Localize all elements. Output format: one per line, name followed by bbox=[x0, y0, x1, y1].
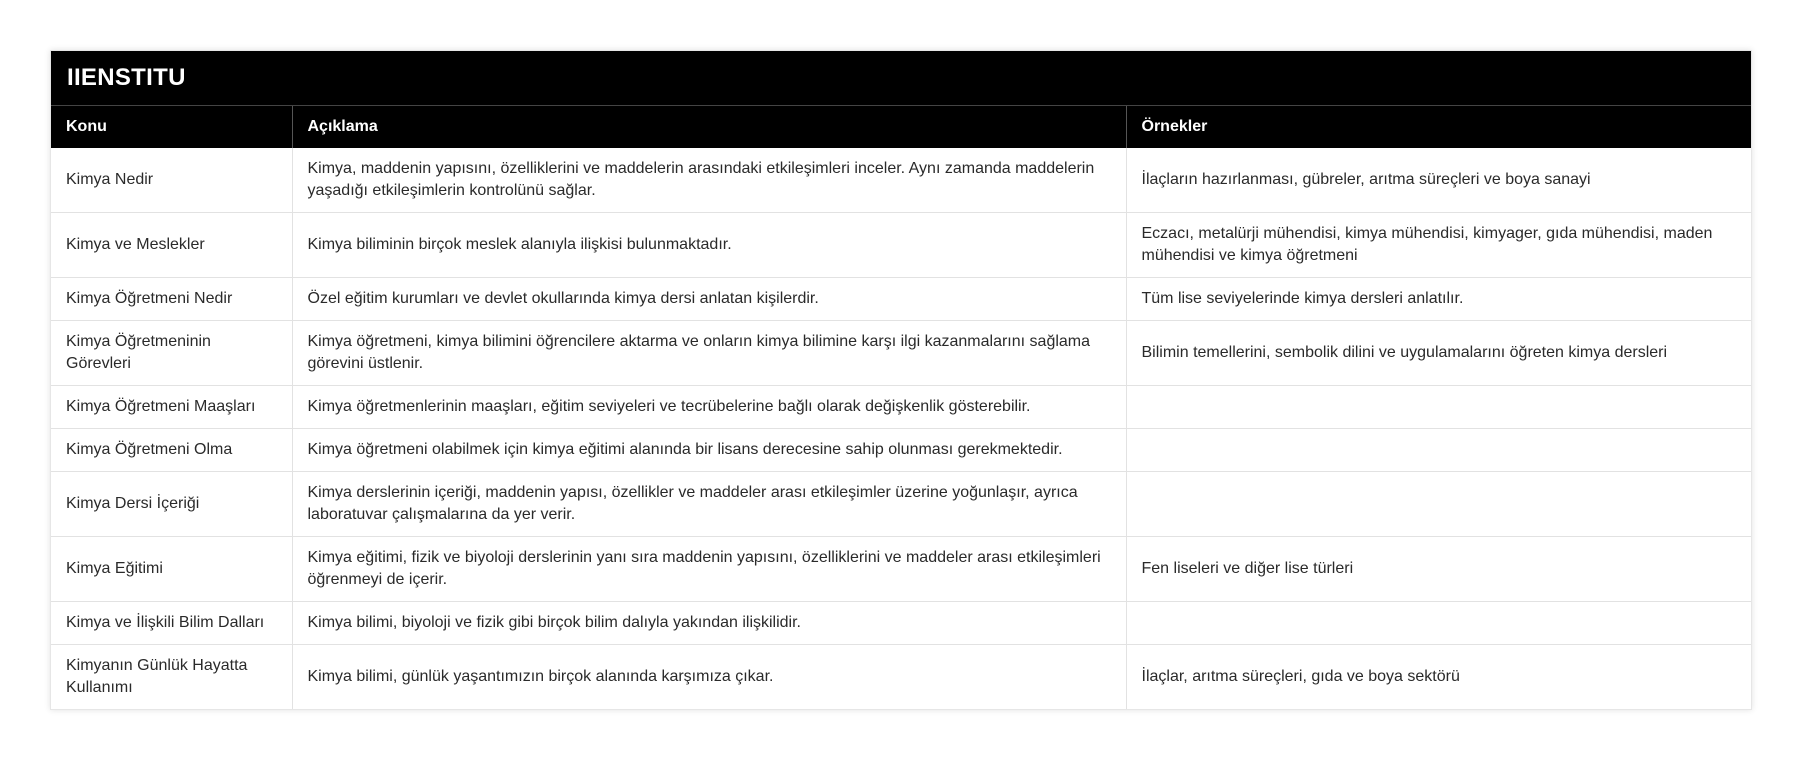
column-header-konu: Konu bbox=[51, 106, 292, 148]
cell-ornekler bbox=[1126, 386, 1751, 429]
cell-aciklama: Kimya öğretmeni olabilmek için kimya eğitimi alanında bir lisans derecesine sahip olunması gerekmektedir. bbox=[292, 429, 1126, 472]
cell-ornekler bbox=[1126, 472, 1751, 537]
cell-ornekler: İlaçlar, arıtma süreçleri, gıda ve boya sektörü bbox=[1141, 668, 1460, 685]
cell-konu: Kimya Öğretmeni Olma bbox=[51, 429, 292, 472]
table-row bbox=[51, 602, 1751, 645]
brand-title: IIENSTITU bbox=[67, 64, 186, 91]
cell-aciklama: Kimya bilimi, günlük yaşantımızın birçok alanında karşımıza çıkar. bbox=[292, 645, 1126, 710]
table-row bbox=[51, 429, 1751, 472]
table-row bbox=[51, 386, 1751, 429]
table-row bbox=[51, 645, 1751, 710]
table-row bbox=[51, 321, 1751, 386]
cell-aciklama: Kimya derslerinin içeriği, maddenin yapısı, özellikler ve maddeler arası etkileşimler üzerine yoğunlaşır, ayrıca laboratuvar çalışmalarına da yer verir. bbox=[292, 472, 1126, 537]
cell-aciklama: Kimya, maddenin yapısını, özelliklerini ve maddelerin arasındaki etkileşimleri inceler. Aynı zamanda maddelerin yaşadığı etkileşimlerin kontrolünü sağlar. bbox=[292, 148, 1126, 213]
column-header-ornekler: Örnekler bbox=[1126, 106, 1751, 148]
cell-aciklama: Özel eğitim kurumları ve devlet okullarında kimya dersi anlatan kişilerdir. bbox=[292, 278, 1126, 321]
cell-konu: Kimyanın Günlük Hayatta Kullanımı bbox=[51, 645, 292, 710]
cell-konu: Kimya Nedir bbox=[51, 148, 292, 213]
cell-ornekler: Tüm lise seviyelerinde kimya dersleri anlatılır. bbox=[1126, 278, 1751, 321]
cell-konu: Kimya ve İlişkili Bilim Dalları bbox=[51, 602, 292, 645]
cell-konu: Kimya Dersi İçeriği bbox=[51, 472, 292, 537]
table-row bbox=[51, 472, 1751, 537]
brand-header bbox=[51, 51, 1751, 106]
cell-aciklama: Kimya öğretmenlerinin maaşları, eğitim seviyeleri ve tecrübelerine bağlı olarak değişkenlik gösterebilir. bbox=[292, 386, 1126, 429]
cell-aciklama: Kimya biliminin birçok meslek alanıyla ilişkisi bulunmaktadır. bbox=[292, 213, 1126, 278]
table-header-row bbox=[51, 106, 1751, 148]
cell-aciklama: Kimya bilimi, biyoloji ve fizik gibi birçok bilim dalıyla yakından ilişkilidir. bbox=[292, 602, 1126, 645]
table-row bbox=[51, 537, 1751, 602]
content-card bbox=[50, 50, 1752, 710]
cell-konu: Kimya ve Meslekler bbox=[51, 213, 292, 278]
table-row bbox=[51, 213, 1751, 278]
cell-konu: Kimya Eğitimi bbox=[51, 537, 292, 602]
cell-ornekler: Bilimin temellerini, sembolik dilini ve uygulamalarını öğreten kimya dersleri bbox=[1126, 321, 1751, 386]
cell-ornekler bbox=[1126, 429, 1751, 472]
cell-ornekler: Eczacı, metalürji mühendisi, kimya mühendisi, kimyager, gıda mühendisi, maden mühendisi ve kimya öğretmeni bbox=[1126, 213, 1751, 278]
cell-ornekler bbox=[1126, 602, 1751, 645]
cell-ornekler: Fen liseleri ve diğer lise türleri bbox=[1126, 537, 1751, 602]
info-table bbox=[51, 106, 1751, 709]
cell-aciklama: Kimya öğretmeni, kimya bilimini öğrencilere aktarma ve onların kimya bilimine karşı ilgi kazanmalarını sağlama görevini üstlenir. bbox=[292, 321, 1126, 386]
cell-konu: Kimya Öğretmeni Maaşları bbox=[51, 386, 292, 429]
cell-ornekler: İlaçların hazırlanması, gübreler, arıtma süreçleri ve boya sanayi bbox=[1126, 148, 1751, 213]
table-row bbox=[51, 148, 1751, 213]
column-header-aciklama: Açıklama bbox=[292, 106, 1126, 148]
cell-konu: Kimya Öğretmeninin Görevleri bbox=[51, 321, 292, 386]
table-row bbox=[51, 278, 1751, 321]
cell-aciklama: Kimya eğitimi, fizik ve biyoloji derslerinin yanı sıra maddenin yapısını, özelliklerini ve maddeler arası etkileşimleri öğrenmeyi de içerir. bbox=[292, 537, 1126, 602]
cell-konu: Kimya Öğretmeni Nedir bbox=[51, 278, 292, 321]
